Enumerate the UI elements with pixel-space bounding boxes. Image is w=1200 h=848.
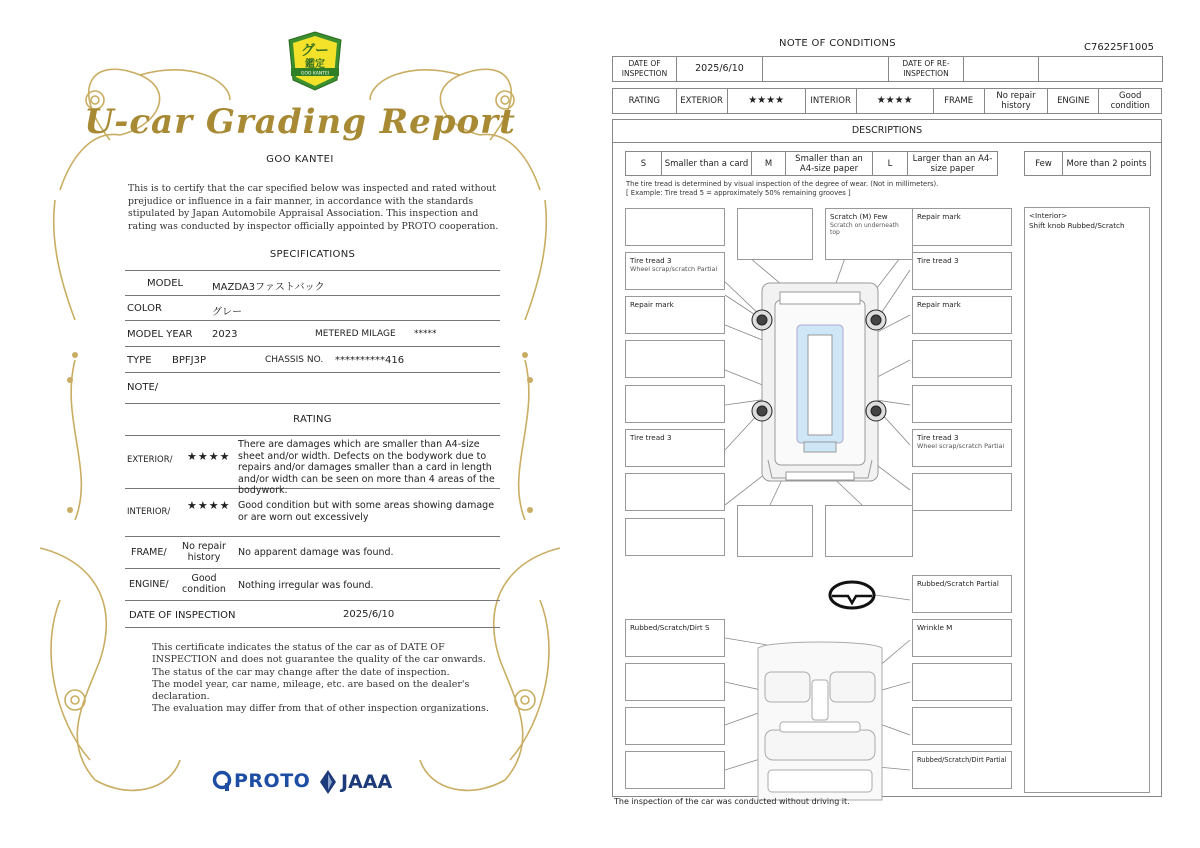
jaaa-logo [318, 770, 392, 794]
condition-box-roof [825, 208, 913, 260]
condition-box-left-door-trim [625, 707, 725, 745]
condition-box-steering [912, 575, 1012, 613]
spec-row-type [125, 347, 500, 373]
descriptions-heading: DESCRIPTIONS [612, 119, 1162, 143]
condition-box-rear-left-tire [625, 429, 725, 467]
legend-m: M [752, 152, 786, 176]
certificate-title: U-car Grading Report [84, 102, 516, 142]
footer-line: declaration. [152, 691, 210, 703]
legend-few: Few [1025, 152, 1063, 176]
condition-box-left-rear-door [625, 385, 725, 423]
spec-row-color [125, 296, 500, 321]
frame-label: FRAME/ [131, 547, 167, 558]
spec-row-model-year [125, 321, 500, 347]
exterior-label: EXTERIOR/ [127, 455, 173, 465]
exterior-description: There are damages which are smaller than A4-size sheet and/or width. Defects on the bodywork due to repairs and/or damages smaller than a card in length and/or width can be seen on more than 4 areas of the bodywork. [238, 439, 495, 496]
noc-engine-label: ENGINE [1048, 89, 1099, 114]
tire-tread-fl-sub: Wheel scrap/scratch Partial [630, 265, 718, 273]
legend-s: S [626, 152, 662, 176]
model-year-label: MODEL YEAR [127, 329, 193, 340]
note-label: NOTE/ [127, 382, 159, 393]
engine-label: ENGINE/ [129, 579, 169, 590]
noc-title: NOTE OF CONDITIONS [779, 38, 896, 49]
interior-description: Good condition but with some areas showing damage or are worn out excessively [238, 500, 495, 523]
noc-interior-label: INTERIOR [805, 89, 856, 114]
condition-box-right-rear-door [912, 385, 1012, 423]
svg-text:グー: グー [301, 43, 329, 59]
svg-text:GOO KANTEI: GOO KANTEI [300, 71, 330, 77]
tire-tread-rr-sub: Wheel scrap/scratch Partial [917, 442, 1005, 450]
condition-box-left-front-door [625, 340, 725, 378]
condition-box-rear-seat [912, 751, 1012, 789]
interior-note: Shift knob Rubbed/Scratch [1029, 221, 1125, 230]
exterior-stars: ★★★★ [187, 450, 231, 463]
specifications-heading: SPECIFICATIONS [269, 249, 356, 260]
interior-notes-box [1024, 207, 1150, 793]
legend-l: L [873, 152, 908, 176]
tire-tread-fl-text: Tire tread 3 [630, 256, 672, 265]
rating-row-engine [125, 569, 500, 601]
rating-row-date [125, 601, 500, 628]
condition-box-left-fender [625, 296, 725, 334]
noc-date-value: 2025/6/10 [677, 57, 763, 82]
tire-tread-note-line: [ Example: Tire tread 5 = approximately 50% remaining grooves ] [626, 189, 851, 197]
condition-box-right-door-trim [912, 663, 1012, 701]
rating-row-frame [125, 537, 500, 569]
noc-exterior-label: EXTERIOR [676, 89, 727, 114]
condition-box-console [912, 707, 1012, 745]
certificate-subtitle: GOO KANTEI [266, 154, 334, 165]
jaaa-mark-icon [318, 770, 338, 794]
legend-s-text: Smaller than a card [662, 152, 752, 176]
condition-box-rear-bumper-left [737, 505, 813, 557]
noc-footer: The inspection of the car was conducted without driving it. [614, 797, 850, 806]
footer-line: The status of the car may change after the date of inspection. [152, 666, 450, 678]
scratch-few-sub: Scratch on underneath top [830, 222, 899, 236]
condition-box-right-fender [912, 296, 1012, 334]
certificate-intro: This is to certify that the car specified below was inspected and rated without prejudice or influence in a fair manner, in accordance with the standards stipulated by Japan Automobile Appraisal Association. This inspection and rating was conducted by inspector officially appointed by PROTO cooperation. [128, 183, 499, 232]
repair-mark-3-text: Repair mark [630, 300, 674, 309]
condition-box-rear-left-corner [625, 518, 725, 556]
color-label: COLOR [127, 303, 162, 314]
proto-mark-icon [212, 770, 232, 792]
rating-row-exterior [125, 436, 500, 496]
repair-mark-2-text: Repair mark [917, 300, 961, 309]
condition-box-front-left-corner [625, 208, 725, 246]
footer-line: INSPECTION and does not guarantee the quality of the car onwards. [152, 654, 486, 666]
chassis-label: CHASSIS NO. [265, 355, 324, 365]
footer-line: This certificate indicates the status of the car as of DATE OF [152, 642, 445, 653]
noc-date-label: DATE OF INSPECTION [613, 57, 677, 82]
noc-engine-value: Good condition [1099, 89, 1162, 114]
color-value: グレー [212, 307, 242, 318]
noc-frame-value: No repair history [984, 89, 1048, 114]
noc-frame-label: FRAME [933, 89, 984, 114]
condition-box-right-quarter [912, 473, 1012, 511]
condition-box-left-quarter [625, 473, 725, 511]
spec-row-model [125, 271, 500, 296]
footer-line: The model year, car name, mileage, etc. are based on the dealer's [152, 678, 470, 690]
engine-grade: Good condition [182, 573, 226, 595]
svg-text:鑑定: 鑑定 [305, 59, 325, 70]
condition-box-rear-right-tire [912, 429, 1012, 467]
rating-heading: RATING [293, 414, 332, 425]
tire-tread-fr-text: Tire tread 3 [917, 256, 959, 265]
condition-box-passenger-seat [625, 663, 725, 701]
model-value: MAZDA3ファストバック [212, 282, 325, 293]
date-of-inspection-value: 2025/6/10 [343, 609, 395, 620]
condition-box-front-right-tire [912, 252, 1012, 290]
noc-rating-label: RATING [613, 89, 677, 114]
condition-box-dashboard [625, 619, 725, 657]
noc-code: C76225F1005 [1084, 42, 1154, 53]
condition-box-driver-seat [912, 619, 1012, 657]
repair-mark-1-text: Repair mark [917, 212, 961, 221]
type-value: BPFJ3P [172, 355, 206, 366]
mileage-value: ***** [414, 329, 437, 339]
interior-label: INTERIOR/ [127, 507, 171, 517]
frame-description: No apparent damage was found. [238, 547, 394, 558]
condition-box-front-right-corner [912, 208, 1012, 246]
steering-wheel-icon [830, 582, 874, 608]
condition-box-front-left-tire [625, 252, 725, 290]
wrinkle-text: Wrinkle M [917, 623, 953, 632]
steering-text: Rubbed/Scratch Partial [917, 579, 999, 588]
frame-grade: No repair history [182, 541, 226, 563]
date-of-inspection-label: DATE OF INSPECTION [129, 610, 236, 621]
goo-kantei-badge-icon [287, 30, 343, 92]
tire-tread-rr-text: Tire tread 3 [917, 433, 959, 442]
legend-few-text: More than 2 points [1063, 152, 1151, 176]
rear-seat-text: Rubbed/Scratch/Dirt Partial [917, 756, 1007, 764]
chassis-value: **********416 [335, 355, 405, 366]
tire-tread-rl-text: Tire tread 3 [630, 433, 672, 442]
condition-box-bonnet-left [737, 208, 813, 260]
scratch-few-text: Scratch (M) Few [830, 212, 888, 221]
type-label: TYPE [127, 355, 152, 366]
mileage-label: METERED MILAGE [315, 329, 396, 339]
rating-row-interior [125, 489, 500, 537]
model-year-value: 2023 [212, 329, 238, 340]
noc-reinspection-label: DATE OF RE-INSPECTION [889, 57, 964, 82]
note-of-conditions [600, 0, 1200, 848]
noc-interior-value: ★★★★ [856, 89, 933, 114]
condition-box-rear-left-seat [625, 751, 725, 789]
proto-logo-text: PROTO [234, 770, 311, 792]
legend-m-text: Smaller than an A4-size paper [786, 152, 873, 176]
jaaa-logo-text: JAAA [341, 771, 393, 793]
noc-exterior-value: ★★★★ [727, 89, 805, 114]
car-interior-view-icon [758, 642, 882, 800]
car-top-view-icon [762, 283, 878, 481]
condition-box-right-front-door [912, 340, 1012, 378]
tire-tread-note-line: The tire tread is determined by visual inspection of the degree of wear. (Not in millimeters). [626, 180, 939, 188]
legend-l-text: Larger than an A4-size paper [908, 152, 998, 176]
condition-box-rear-bumper-right [825, 505, 913, 557]
certificate-footer [152, 642, 492, 716]
dash-text: Rubbed/Scratch/Dirt S [630, 623, 710, 632]
proto-logo [212, 770, 310, 792]
interior-stars: ★★★★ [187, 499, 231, 512]
engine-description: Nothing irregular was found. [238, 580, 374, 591]
model-label: MODEL [147, 278, 184, 289]
spec-row-note [125, 373, 500, 404]
footer-line: The evaluation may differ from that of other inspection organizations. [152, 703, 489, 715]
interior-heading: <Interior> [1029, 211, 1068, 220]
